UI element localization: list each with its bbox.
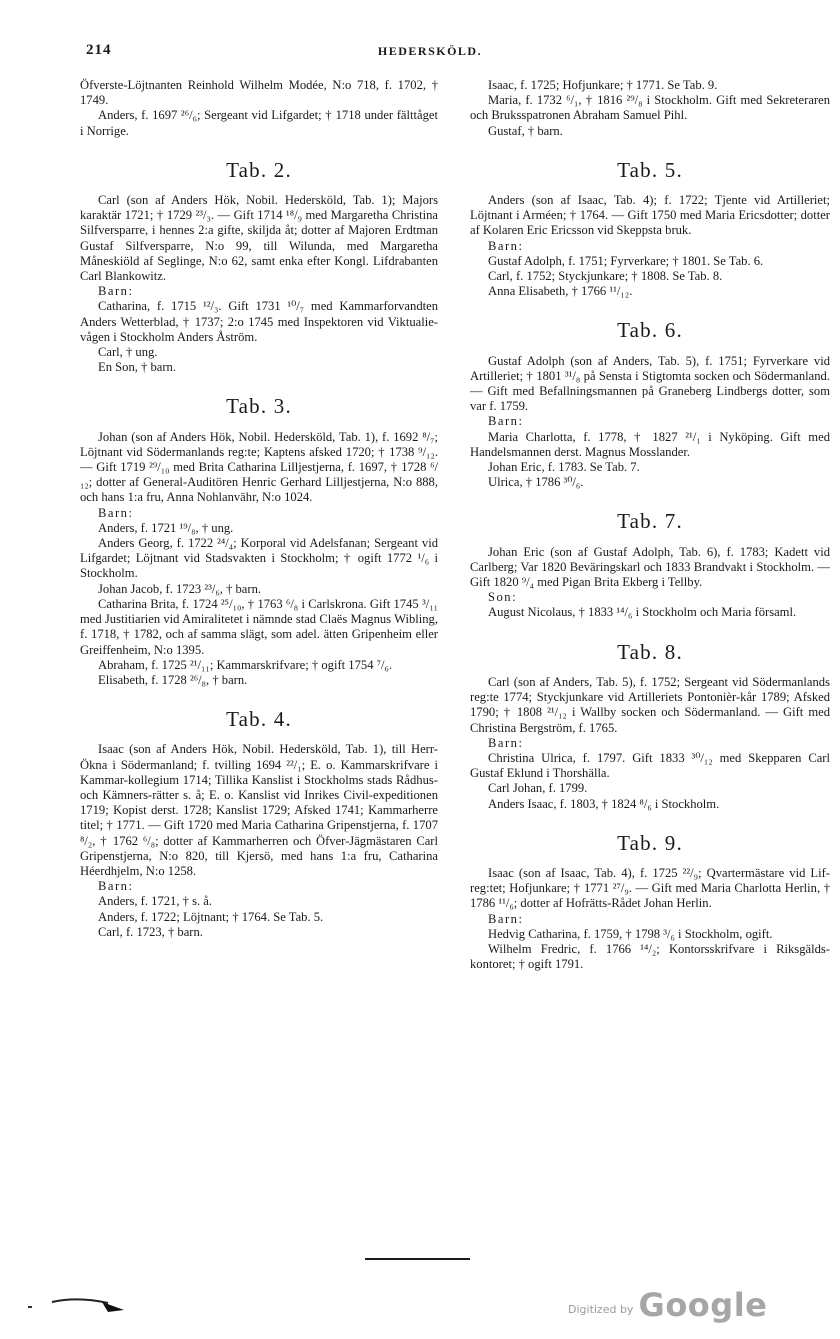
entry-paragraph: Carl (son af Anders Hök, Nobil. Hedersköld, Tab. 1); Majors karaktär 1721; † 1729 ²³/₃. — Gift 1714 ¹⁸/₉ med Margaretha Christina Silfversparre, i hennes 2:a gifte, skiljda åt; dotter af Majoren Erdtman Gustaf Silfversparre, N:o 99, till Wilunda, med Margaretha Måneskiöld af Seglinge, N:o 62, samt enka efter Kongl. Lifdrabanten Carl Blankowitz.	[80, 193, 438, 284]
entry-paragraph: Isaac (son af Anders Hök, Nobil. Hedersköld, Tab. 1), till Herr-Ökna i Södermanland; f. tvilling 1694 ²²/₁; E. o. Kammarskrifvare i Kammar-kollegium 1714; Tillika Kanslist i Stockholms stads Rådhus- och Kämners-rätter s. å; E. o. Kanslist vid Inrikes Civil-expeditionen 1719; Kopist derst. 1728; Kanslist 1729; Afsked 1741; Kammarherre titel; † 1771. — Gift 1720 med Maria Catharina Gripenstjerna, f. 1707 ⁸/₂, † 1762 ⁶/₈; dotter af Kammarherren och Öfver-Jägmästaren Carl Gripenstjerna, N:o 820, till Kjersö, med hans 1:a fru, Catharina Héerdhjelm, N:o 1258.	[80, 742, 438, 878]
tab-heading: Tab. 9.	[617, 830, 683, 855]
children-label: Barn:	[488, 238, 524, 253]
tab-heading: Tab. 4.	[226, 707, 292, 732]
tab-heading: Tab. 7.	[617, 509, 683, 534]
entry-paragraph: Anders Georg, f. 1722 ²⁴/₄; Korporal vid Adelsfanan; Sergeant vid Lifgardet; Löjtnant vid Stadsvakten i Stockholm; † ogift 1772 ¹/₆ i Stockholm.	[80, 536, 438, 581]
child-entry: Carl, † ung.	[98, 345, 158, 360]
left-column	[80, 78, 438, 940]
entry-paragraph: Öfverste-Löjtnanten Reinhold Wilhelm Modée, N:o 718, f. 1702, † 1749.	[80, 78, 438, 108]
entry-paragraph: Anders (son af Isaac, Tab. 4); f. 1722; Tjente vid Artilleriet; Löjtnant i Arméen; † 1764. — Gift 1750 med Maria Ericsdotter; dotter af Kolaren Eric Ericsson vid Skeppsta bruk.	[470, 193, 830, 238]
entry-paragraph: Catharina, f. 1715 ¹²/₃. Gift 1731 ¹⁰/₇ med Kammarforvandten Anders Wetterblad, † 1737; 2:o 1745 med Inspektoren vid Viktualie-vågen i Stockholm Anders Åström.	[80, 299, 438, 344]
children-label: Barn:	[98, 284, 134, 299]
child-entry: Anders, f. 1721 ¹⁹/₈, † ung.	[98, 520, 234, 535]
entry-paragraph: Gustaf Adolph (son af Anders, Tab. 5), f. 1751; Fyrverkare vid Artilleriet; † 1801 ³¹/₈ på Sensta i Stigtomta socken och Södermanland. — Gift med Befallningsmannen på Graneberg Lindbergs dotter, som var f. 1759.	[470, 353, 830, 414]
child-entry: Carl, f. 1752; Styckjunkare; † 1808. Se Tab. 8.	[488, 269, 723, 284]
watermark-prefix: Digitized by	[568, 1303, 634, 1316]
child-entry: Anna Elisabeth, † 1766 ¹¹/₁₂.	[488, 284, 633, 299]
right-column	[470, 78, 830, 972]
running-title: HEDERSKÖLD.	[377, 44, 483, 58]
entry-paragraph: Maria Charlotta, f. 1778, † 1827 ²¹/₁ i Nyköping. Gift med Handelsmannen derst. Magnus Mosslander.	[470, 429, 830, 459]
children-label: Barn:	[488, 735, 524, 750]
entry-paragraph: August Nicolaus, † 1833 ¹⁴/₆ i Stockholm och Maria församl.	[488, 605, 797, 620]
entry-paragraph: Johan (son af Anders Hök, Nobil. Hedersköld, Tab. 1), f. 1692 ⁸/₇; Löjtnant vid Södermanlands reg:te; Kaptens afsked 1720; † 1738 ⁹/₁₂. — Gift 1719 ²⁹/₁₀ med Brita Catharina Lilljestjerna, f. 1697, † 1728 ⁶/₁₂; dotter af General-Auditören Henric Gerhard Lilljestjerna, N:o 888, och hans 1:a fru, Anna Nohlanvähr, N:o 1024.	[80, 429, 438, 505]
entry-paragraph: Abraham, f. 1725 ²¹/₁₁; Kammarskrifvare; † ogift 1754 ⁷/₆.	[98, 657, 393, 672]
child-entry: En Son, † barn.	[98, 360, 177, 375]
entry-paragraph: Wilhelm Fredric, f. 1766 ¹⁴/₂; Kontorsskrifvare i Riksgälds-kontoret; † ogift 1791.	[470, 941, 830, 972]
child-entry: Carl, f. 1723, † barn.	[98, 924, 203, 939]
end-rule	[365, 1258, 470, 1260]
tab-heading: Tab. 3.	[226, 394, 292, 419]
tab-heading: Tab. 5.	[617, 157, 683, 182]
child-entry: Anders, f. 1722; Löjtnant; † 1764. Se Tab. 5.	[98, 909, 324, 924]
child-entry: Anders, f. 1721, † s. å.	[98, 894, 213, 909]
child-entry: Carl Johan, f. 1799.	[488, 781, 588, 796]
entry-paragraph: Christina Ulrica, f. 1797. Gift 1833 ³⁰/₁₂ med Skepparen Carl Gustaf Eklund i Thorshälla.	[470, 750, 830, 781]
speck-mark	[28, 1306, 32, 1308]
digitized-watermark	[568, 1286, 767, 1324]
child-entry: Elisabeth, f. 1728 ²⁶/₈, † barn.	[98, 672, 248, 687]
children-label: Barn:	[488, 911, 524, 926]
entry-paragraph: Isaac, f. 1725; Hofjunkare; † 1771. Se Tab. 9.	[488, 78, 718, 92]
tab-heading: Tab. 6.	[617, 318, 683, 343]
child-entry: Gustaf, † barn.	[488, 123, 563, 138]
page-number: 214	[86, 42, 112, 58]
entry-paragraph: Gustaf Adolph, f. 1751; Fyrverkare; † 1801. Se Tab. 6.	[488, 253, 764, 268]
child-entry: Johan Eric, f. 1783. Se Tab. 7.	[488, 460, 640, 475]
pointing-hand-icon	[50, 1296, 130, 1318]
page-header	[86, 42, 774, 62]
children-label: Barn:	[488, 414, 524, 429]
children-label: Barn:	[98, 879, 134, 894]
child-entry: Anders Isaac, f. 1803, † 1824 ⁸/₆ i Stockholm.	[488, 796, 720, 811]
children-label: Barn:	[98, 505, 134, 520]
tab-heading: Tab. 8.	[617, 639, 683, 664]
tab-heading: Tab. 2.	[226, 157, 292, 182]
child-entry: Ulrica, † 1786 ³⁰/₆.	[488, 475, 584, 490]
entry-paragraph: Catharina Brita, f. 1724 ²⁵/₁₀, † 1763 ⁶/₈ i Carlskrona. Gift 1745 ³/₁₁ med Justitiarien vid Amiralitetet i nämnde stad Claës Magnus Wibling, f. 1718, † 1782, och af samma slägt, som adel. ätten Gripenheim eller Greiffenheim, N:o 1395.	[80, 596, 438, 657]
entry-paragraph: Hedvig Catharina, f. 1759, † 1798 ³/₆ i Stockholm, ogift.	[488, 926, 773, 941]
entry-paragraph: Johan Eric (son af Gustaf Adolph, Tab. 6), f. 1783; Kadett vid Carlberg; Var 1820 Beväringskarl och 1833 Brandvakt i Stockholm. — Gift 1820 ⁹/₄ med Pigan Brita Ekberg i Tellby.	[470, 544, 830, 590]
entry-paragraph: Maria, f. 1732 ⁶/₁, † 1816 ²⁹/₈ i Stockholm. Gift med Sekreteraren och Bruksspatronen Abraham Samuel Pihl.	[470, 93, 830, 123]
entry-paragraph: Carl (son af Anders, Tab. 5), f. 1752; Sergeant vid Södermanlands reg:te 1774; Styckjunkare vid Artilleriets Pontonièr-kår 1789; Afsked 1790; † 1808 ²¹/₁₂ i Wallby socken och Södermanland. — Gift med Christina Bergström, f. 1765.	[470, 674, 830, 735]
google-logo: Google	[638, 1286, 768, 1324]
entry-paragraph: Isaac (son af Isaac, Tab. 4), f. 1725 ²²/₉; Qvartermästare vid Lif-reg:tet; Hofjunkare; † 1771 ²⁷/₉. — Gift med Maria Charlotta Herlin, † 1786 ¹¹/₆; dotter af Hofrätts-Rådet Johan Herlin.	[470, 865, 830, 911]
child-entry: Johan Jacob, f. 1723 ²³/₆, † barn.	[98, 581, 262, 596]
children-label: Son:	[488, 590, 518, 605]
entry-paragraph: Anders, f. 1697 ²⁶/₆; Sergeant vid Lifgardet; † 1718 under fälttåget i Norrige.	[80, 108, 438, 138]
